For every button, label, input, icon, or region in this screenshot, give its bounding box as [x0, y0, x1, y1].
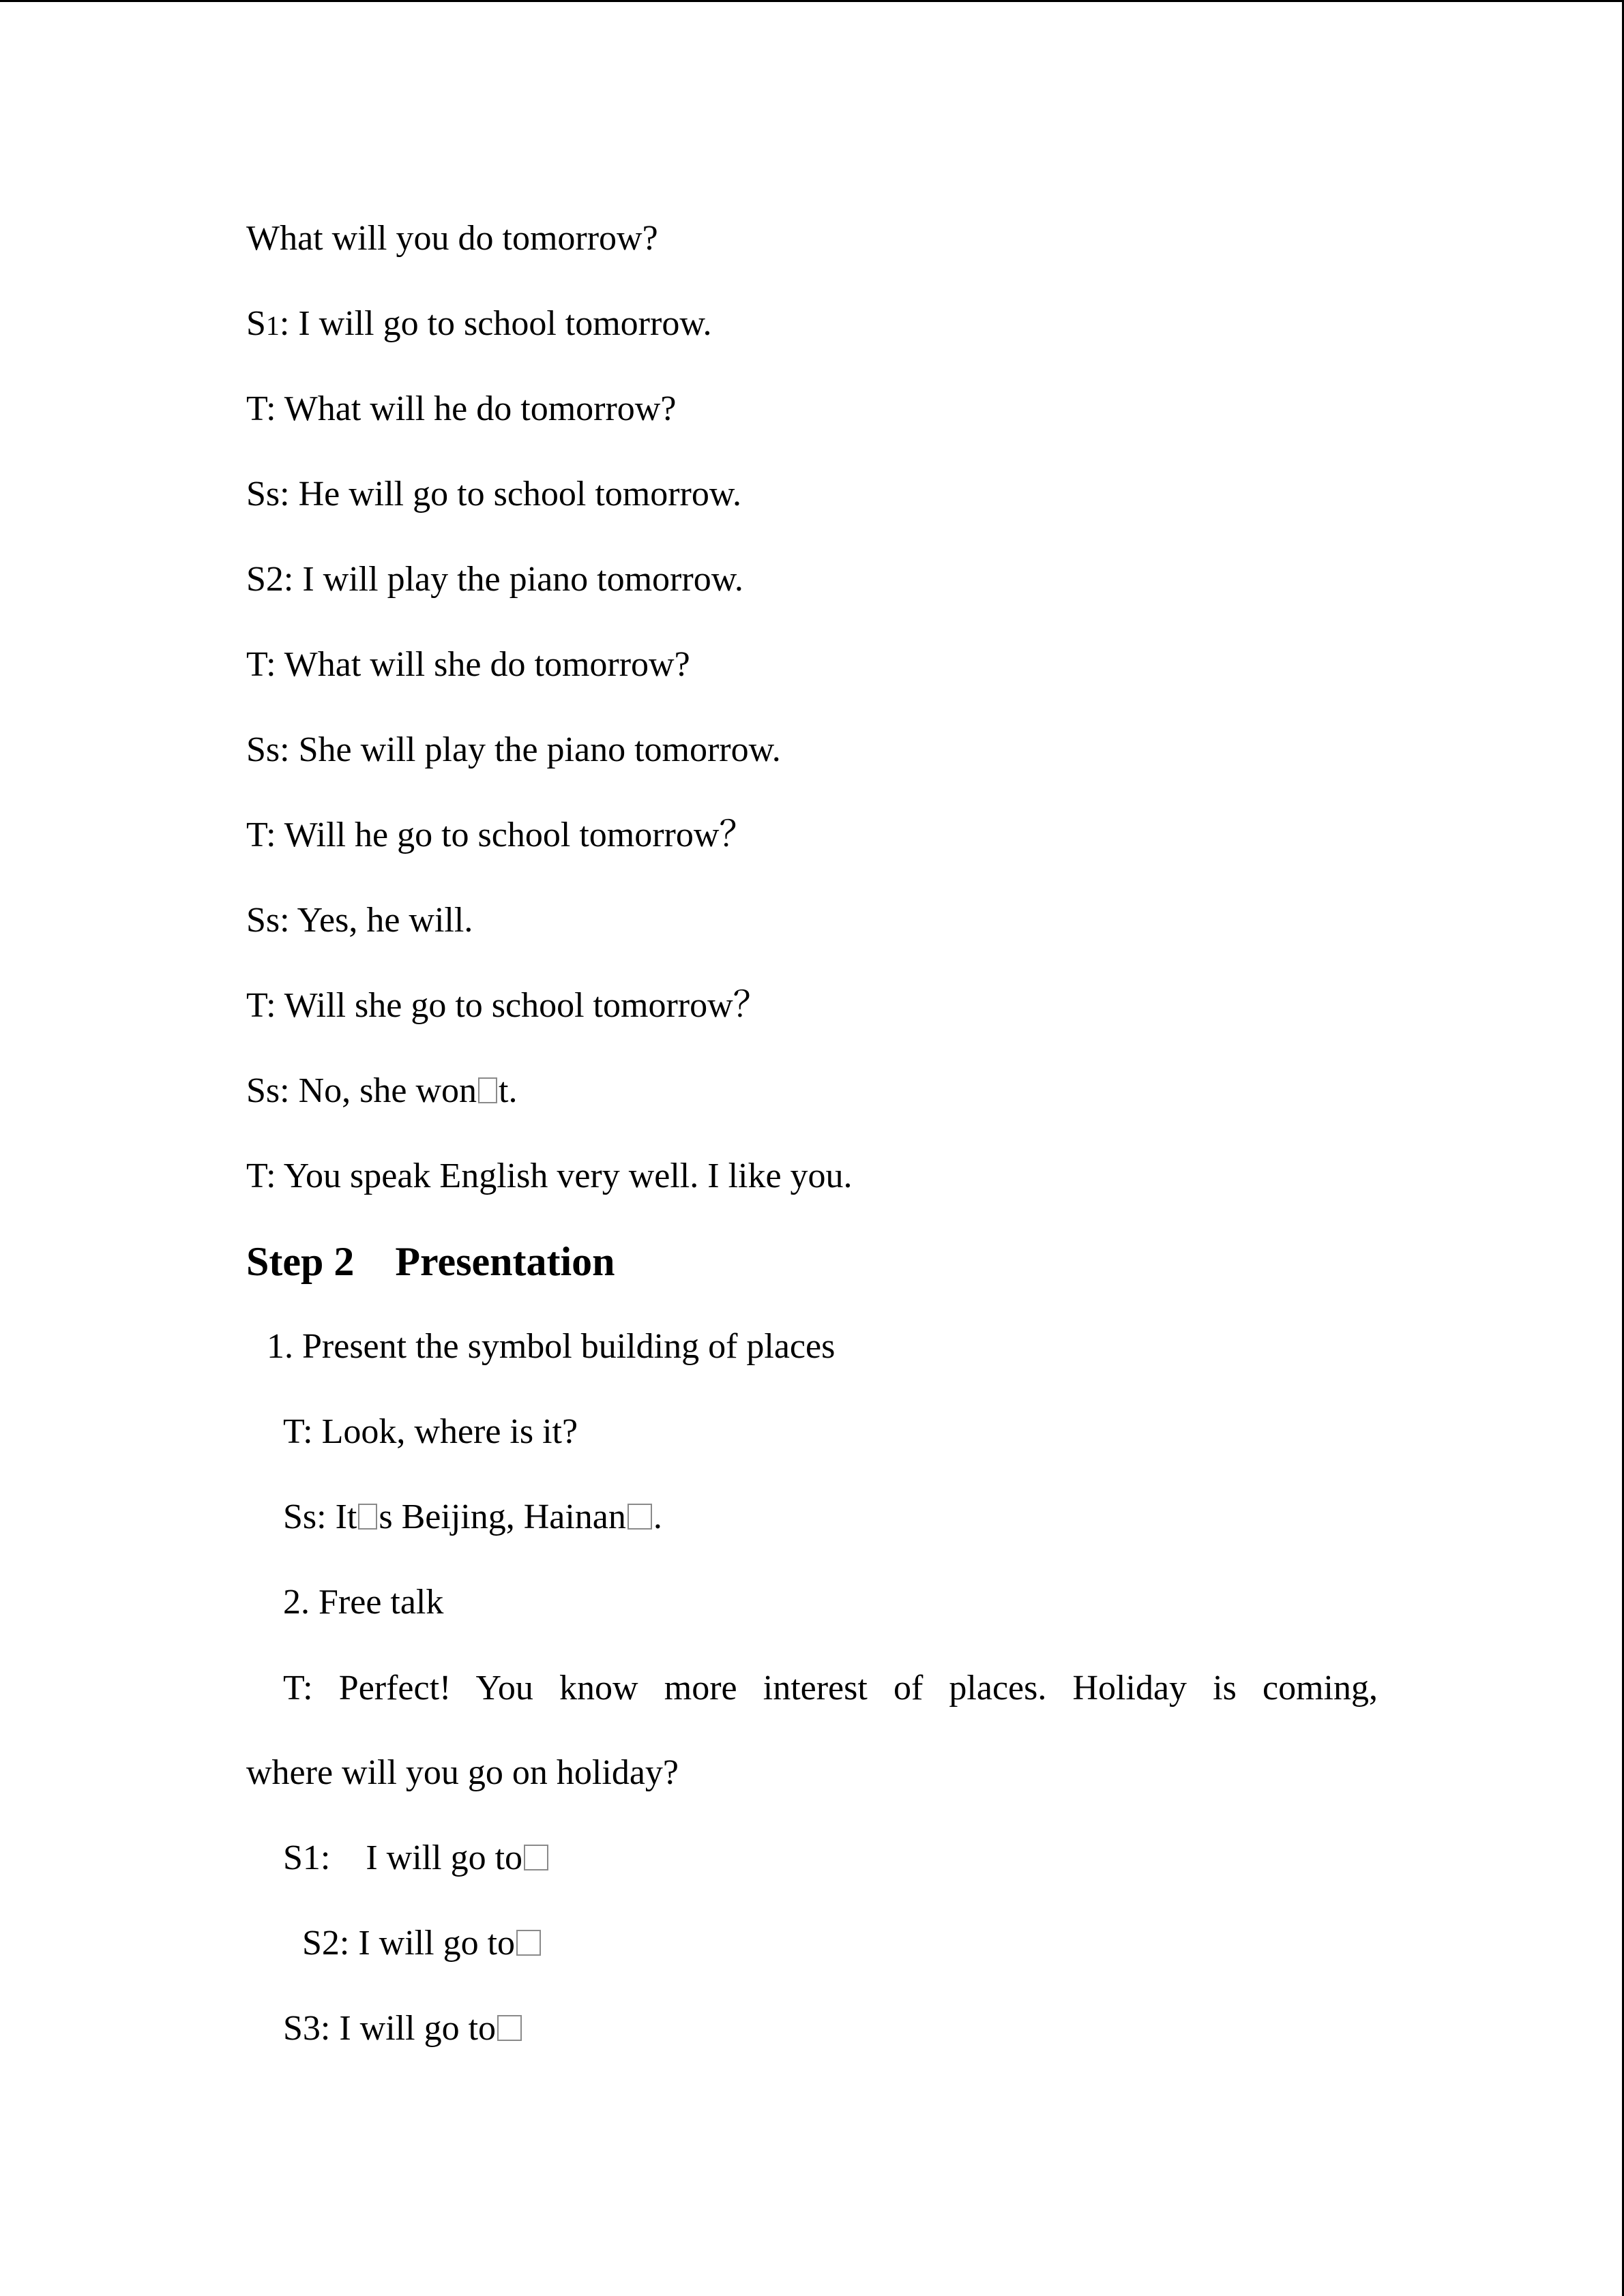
presentation-item-2: 2. Free talk — [283, 1583, 444, 1622]
step-title: Presentation — [395, 1239, 615, 1284]
missing-glyph-icon — [524, 1845, 548, 1870]
answer-part-c: . — [653, 1497, 662, 1536]
text-line-10: T: Will she go to school tomorrow？ — [246, 986, 769, 1025]
text-line-5: S2: I will play the piano tomorrow. — [246, 560, 743, 599]
presentation-answer — [283, 1495, 662, 1539]
missing-glyph-icon — [358, 1504, 377, 1530]
student-line-3-text: S3: I will go to — [283, 2009, 497, 2048]
text-line-2-b: : I will go to school tomorrow. — [279, 304, 712, 343]
paragraph-line-2: where will you go on holiday? — [246, 1753, 679, 1792]
step-label: Step 2 — [246, 1239, 355, 1284]
missing-glyph-icon — [497, 2015, 522, 2041]
answer-part-a: Ss: It — [283, 1497, 357, 1536]
paragraph-line-1: T: Perfect! You know more interest of places. Holiday is coming, — [283, 1669, 1378, 1708]
student-line-2 — [302, 1922, 542, 1965]
student-line-1 — [283, 1836, 550, 1880]
text-line-12: T: You speak English very well. I like you. — [246, 1157, 853, 1195]
text-line-2-a: S — [246, 304, 266, 343]
answer-part-b: s Beijing, Hainan — [379, 1497, 626, 1536]
text-line-2 — [246, 302, 712, 348]
student-line-1-text: S1: I will go to — [283, 1838, 523, 1877]
text-line-11-a: Ss: No, she won — [246, 1071, 477, 1110]
missing-glyph-icon — [478, 1077, 497, 1103]
step-heading — [246, 1237, 615, 1286]
text-line-11 — [246, 1069, 517, 1113]
text-line-3: T: What will he do tomorrow? — [246, 389, 677, 428]
text-line-6: T: What will she do tomorrow? — [246, 645, 690, 684]
subscript-1: 1 — [265, 310, 280, 341]
student-line-2-text: S2: I will go to — [302, 1924, 516, 1963]
student-line-3 — [283, 2007, 523, 2051]
text-line-11-b: t. — [499, 1071, 518, 1110]
text-line-9: Ss: Yes, he will. — [246, 901, 473, 940]
presentation-item-1: 1. Present the symbol building of places — [267, 1327, 836, 1366]
top-border — [0, 0, 1624, 2]
missing-glyph-icon — [628, 1504, 652, 1530]
text-line-7: Ss: She will play the piano tomorrow. — [246, 730, 781, 769]
text-line-1: What will you do tomorrow? — [246, 219, 658, 258]
missing-glyph-icon — [516, 1930, 541, 1956]
text-line-4: Ss: He will go to school tomorrow. — [246, 475, 742, 513]
text-line-8: T: Will he go to school tomorrow？ — [246, 816, 755, 854]
presentation-question: T: Look, where is it? — [283, 1412, 578, 1451]
